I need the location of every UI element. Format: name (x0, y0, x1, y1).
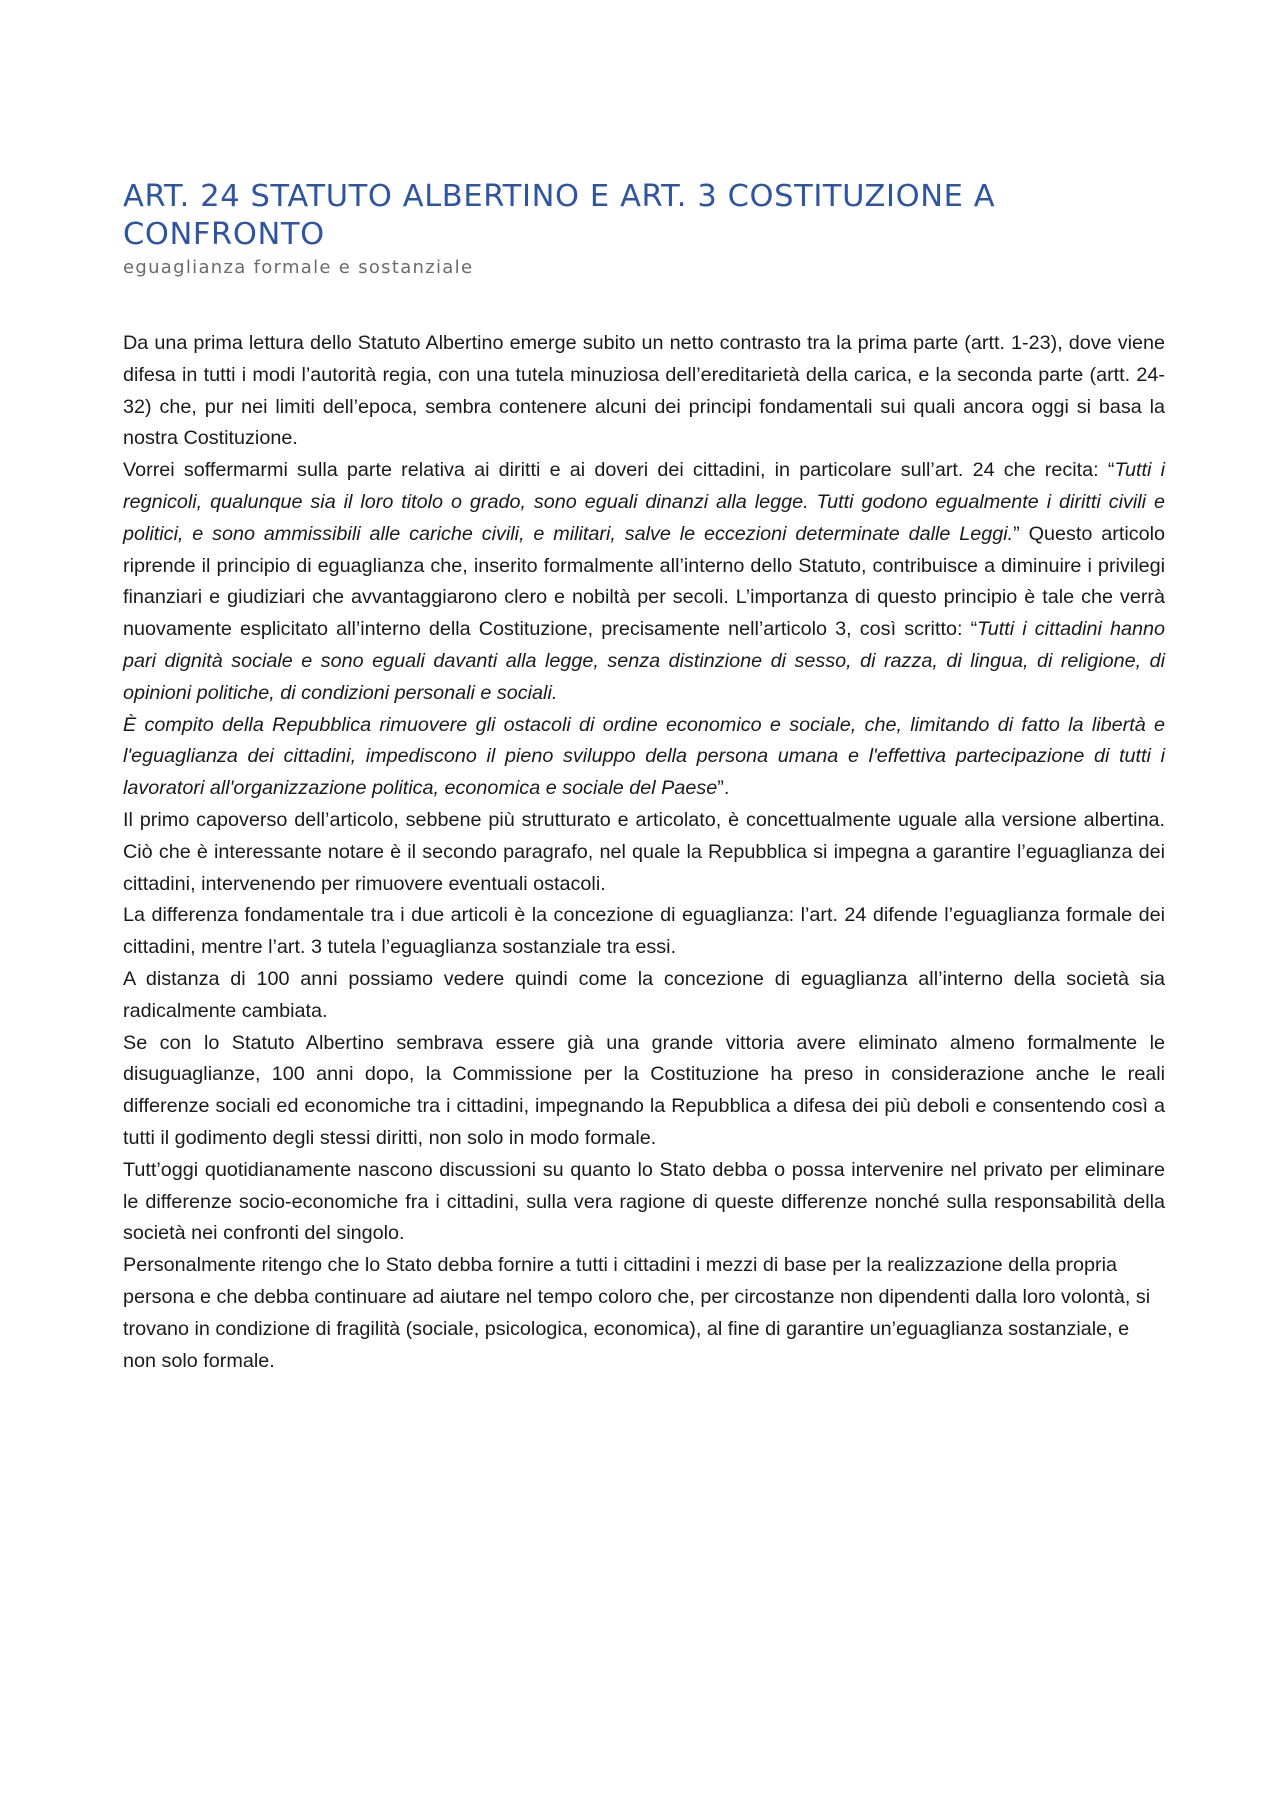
paragraph-6: A distanza di 100 anni possiamo vedere quindi come la concezione di eguaglianza all’interno della società sia radicalmente cambiata. (123, 967, 1165, 1022)
paragraph-3 (123, 710, 1165, 805)
paragraph-9: Personalmente ritengo che lo Stato debba fornire a tutti i cittadini i mezzi di base per la realizzazione della propria persona e che debba continuare ad aiutare nel tempo coloro che, per circostanze non dipendenti dalla loro volontà, si trovano in condizione di fragilità (sociale, psicologica, economica), al fine di garantire un’eguaglianza sostanziale, e non solo formale. (123, 1254, 1151, 1372)
paragraph-5: La differenza fondamentale tra i due articoli è la concezione di eguaglianza: l’art. 24 difende l’eguaglianza formale dei cittadini, mentre l’art. 3 tutela l’eguaglianza sostanziale tra essi. (123, 904, 1165, 959)
paragraph-2 (123, 455, 1165, 709)
paragraph-4: Il primo capoverso dell’articolo, sebbene più strutturato e articolato, è concettualmente uguale alla versione albertina. Ciò che è interessante notare è il secondo paragrafo, nel quale la Repubblica si impegna a garantire l’eguaglianza dei cittadini, intervenendo per rimuovere eventuali ostacoli. (123, 808, 1165, 895)
document-body (123, 328, 1165, 1377)
paragraph-2-middle: ” Questo articolo riprende il principio di eguaglianza che, inserito formalmente all’interno dello Statuto, contribuisce a diminuire i privilegi finanziari e giudiziari che avvantaggiarono clero e nobiltà per secoli. L’importanza di questo principio è tale che verrà nuovamente esplicitato all’interno della Costituzione, precisamente nell’articolo 3, così scritto: “ (123, 522, 1165, 641)
quote-art-24: Tutti i regnicoli, qualunque sia il loro titolo o grado, sono eguali dinanzi alla legge. Tutti godono egualmente i diritti civili e politici, e sono ammissibili alle cariche civili, e militari, salve le eccezioni determinate dalle Leggi. (123, 459, 1165, 545)
paragraph-2-intro: Vorrei soffermarmi sulla parte relativa ai diritti e ai doveri dei cittadini, in particolare sull’art. 24 che recita: “ (123, 459, 1115, 482)
document-subtitle: eguaglianza formale e sostanziale (123, 257, 474, 278)
paragraph-8: Tutt’oggi quotidianamente nascono discussioni su quanto lo Stato debba o possa intervenire nel privato per eliminare le differenze socio-economiche fra i cittadini, sulla vera ragione di queste differenze nonché sulla responsabilità della società nei confronti del singolo. (123, 1158, 1165, 1245)
quote-art-3: Tutti i cittadini hanno pari dignità sociale e sono eguali davanti alla legge, senza distinzione di sesso, di razza, di lingua, di religione, di opinioni politiche, di condizioni personali e sociali. (123, 618, 1165, 704)
paragraph-7: Se con lo Statuto Albertino sembrava essere già una grande vittoria avere eliminato almeno formalmente le disuguaglianze, 100 anni dopo, la Commissione per la Costituzione ha preso in considerazione anche le reali differenze sociali ed economiche tra i cittadini, impegnando la Repubblica a difesa dei più deboli e consentendo così a tutti il godimento degli stessi diritti, non solo in modo formale. (123, 1031, 1165, 1149)
paragraph-3-close: ”. (717, 777, 730, 800)
document-page (123, 178, 1165, 1377)
document-title: ART. 24 STATUTO ALBERTINO E ART. 3 COSTITUZIONE A CONFRONTO (123, 179, 996, 252)
quote-art-3-second: È compito della Repubblica rimuovere gli ostacoli di ordine economico e sociale, che, limitando di fatto la libertà e l'eguaglianza dei cittadini, impediscono il pieno sviluppo della persona umana e l'effettiva partecipazione di tutti i lavoratori all'organizzazione politica, economica e sociale del Paese (123, 713, 1165, 800)
paragraph-1: Da una prima lettura dello Statuto Albertino emerge subito un netto contrasto tra la prima parte (artt. 1-23), dove viene difesa in tutti i modi l’autorità regia, con una tutela minuziosa dell’ereditarietà della carica, e la seconda parte (artt. 24-32) che, pur nei limiti dell’epoca, sembra contenere alcuni dei principi fondamentali sui quali ancora oggi si basa la nostra Costituzione. (123, 332, 1165, 450)
